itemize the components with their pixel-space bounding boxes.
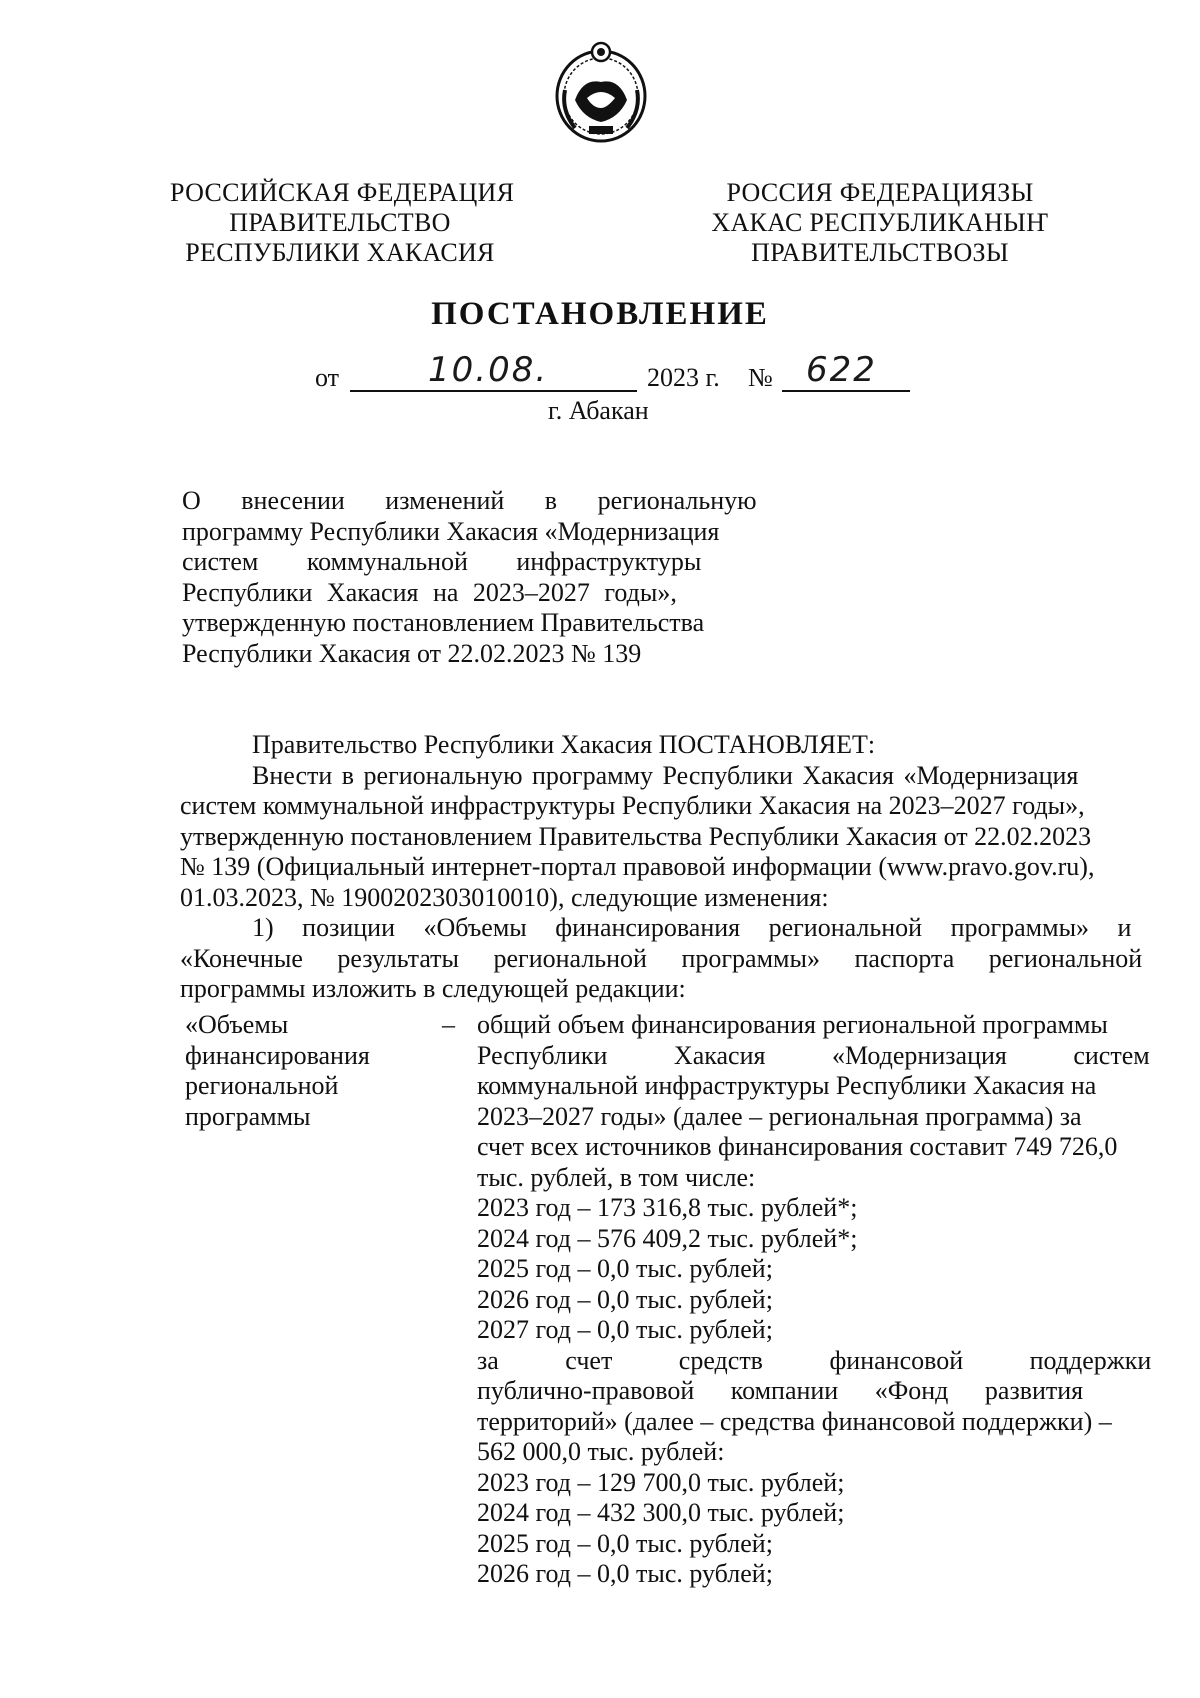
subject-line: систем коммунальной инфраструктуры (182, 547, 702, 576)
number-underline (782, 390, 910, 392)
body-line: утвержденную постановлением Правительства Республики Хакасия от 22.02.2023 (180, 821, 1092, 851)
position-value-line: за счет средств финансовой поддержки (477, 1345, 1152, 1375)
subject-line: Республики Хакасия от 22.02.2023 № 139 (182, 638, 642, 668)
body-line: Правительство Республики Хакасия ПОСТАНОВЛЯЕТ: (252, 730, 876, 759)
body-line: Внести в региональную программу Республики Хакасия «Модернизация (252, 760, 1079, 790)
position-label (185, 1010, 370, 1132)
position-value-line: публично-правовой компании «Фонд развития (477, 1376, 1084, 1405)
date-from-label: от (315, 363, 340, 392)
position-value-line: 2023 год – 129 700,0 тыс. рублей; (477, 1467, 845, 1497)
position-value-line: 2023 год – 173 316,8 тыс. рублей*; (477, 1193, 858, 1222)
header-left-line: РОССИЙСКАЯ ФЕДЕРАЦИЯ (170, 178, 515, 207)
number-label: № (748, 363, 773, 392)
header-right-line: ХАКАС РЕСПУБЛИКАНЫҤ (711, 208, 1049, 237)
header-left (170, 178, 515, 268)
body-line: программы изложить в следующей редакции: (180, 974, 686, 1003)
body-line: систем коммунальной инфраструктуры Республики Хакасия на 2023–2027 годы», (180, 791, 1085, 820)
subject-line: Республики Хакасия на 2023–2027 годы», (182, 577, 677, 607)
position-label-line: финансирования (185, 1040, 370, 1070)
position-value-line: Республики Хакасия «Модернизация систем (477, 1040, 1150, 1070)
position-label-line: программы (185, 1101, 311, 1131)
body-line: «Конечные результаты региональной программы» паспорта региональной (180, 943, 1143, 973)
position-value-line: территорий» (далее – средства финансовой поддержки) – (477, 1406, 1112, 1436)
body-line: 01.03.2023, № 1900202303010010), следующие изменения: (180, 882, 829, 912)
handwritten-number: 622 (806, 350, 877, 390)
position-value-line: 2027 год – 0,0 тыс. рублей; (477, 1315, 773, 1344)
position-value-line: общий объем финансирования региональной программы (477, 1010, 1108, 1039)
position-value-line: 2026 год – 0,0 тыс. рублей; (477, 1559, 773, 1588)
position-dash: – (442, 1010, 455, 1039)
position-value-line: 2025 год – 0,0 тыс. рублей; (477, 1528, 773, 1558)
header-left-line: ПРАВИТЕЛЬСТВО (229, 208, 451, 237)
header-right-line: РОССИЯ ФЕДЕРАЦИЯЗЫ (726, 178, 1034, 207)
document-title: ПОСТАНОВЛЕНИЕ (431, 296, 769, 332)
body-text (180, 730, 1143, 1005)
position-value-line: 2023–2027 годы» (далее – региональная программа) за (477, 1101, 1082, 1131)
position-value (477, 1010, 1152, 1590)
coat-of-arms-emblem (553, 38, 649, 144)
date-year: 2023 г. (647, 363, 720, 392)
handwritten-date: 10.08. (428, 350, 549, 390)
header-left-line: РЕСПУБЛИКИ ХАКАСИЯ (185, 238, 495, 267)
body-line: № 139 (Официальный интернет-портал правовой информации (www.pravo.gov.ru), (180, 852, 1095, 881)
header-right (700, 178, 1060, 268)
subject-block (182, 486, 757, 669)
position-value-line: 2024 год – 432 300,0 тыс. рублей; (477, 1498, 845, 1527)
position-value-line: 562 000,0 тыс. рублей: (477, 1437, 725, 1466)
body-line: 1) позиции «Объемы финансирования региональной программы» и (252, 913, 1132, 942)
position-value-line: коммунальной инфраструктуры Республики Хакасия на (477, 1071, 1097, 1100)
subject-line: программу Республики Хакасия «Модернизация (182, 516, 720, 546)
header-right-line: ПРАВИТЕЛЬСТВОЗЫ (751, 238, 1009, 267)
date-underline (350, 390, 637, 392)
subject-line-text: О внесении изменений в региональную (182, 486, 757, 515)
position-label-line: региональной (185, 1071, 339, 1100)
position-value-line: тыс. рублей, в том числе: (477, 1162, 756, 1192)
subject-line (182, 486, 757, 517)
position-value-line: 2026 год – 0,0 тыс. рублей; (477, 1284, 773, 1314)
position-value-line: 2024 год – 576 409,2 тыс. рублей*; (477, 1223, 858, 1253)
subject-line: утвержденную постановлением Правительства (182, 608, 705, 637)
city: г. Абакан (548, 396, 649, 425)
position-value-line: 2025 год – 0,0 тыс. рублей; (477, 1254, 773, 1283)
position-label-line: «Объемы (185, 1010, 289, 1039)
position-value-line: счет всех источников финансирования составит 749 726,0 (477, 1132, 1118, 1161)
